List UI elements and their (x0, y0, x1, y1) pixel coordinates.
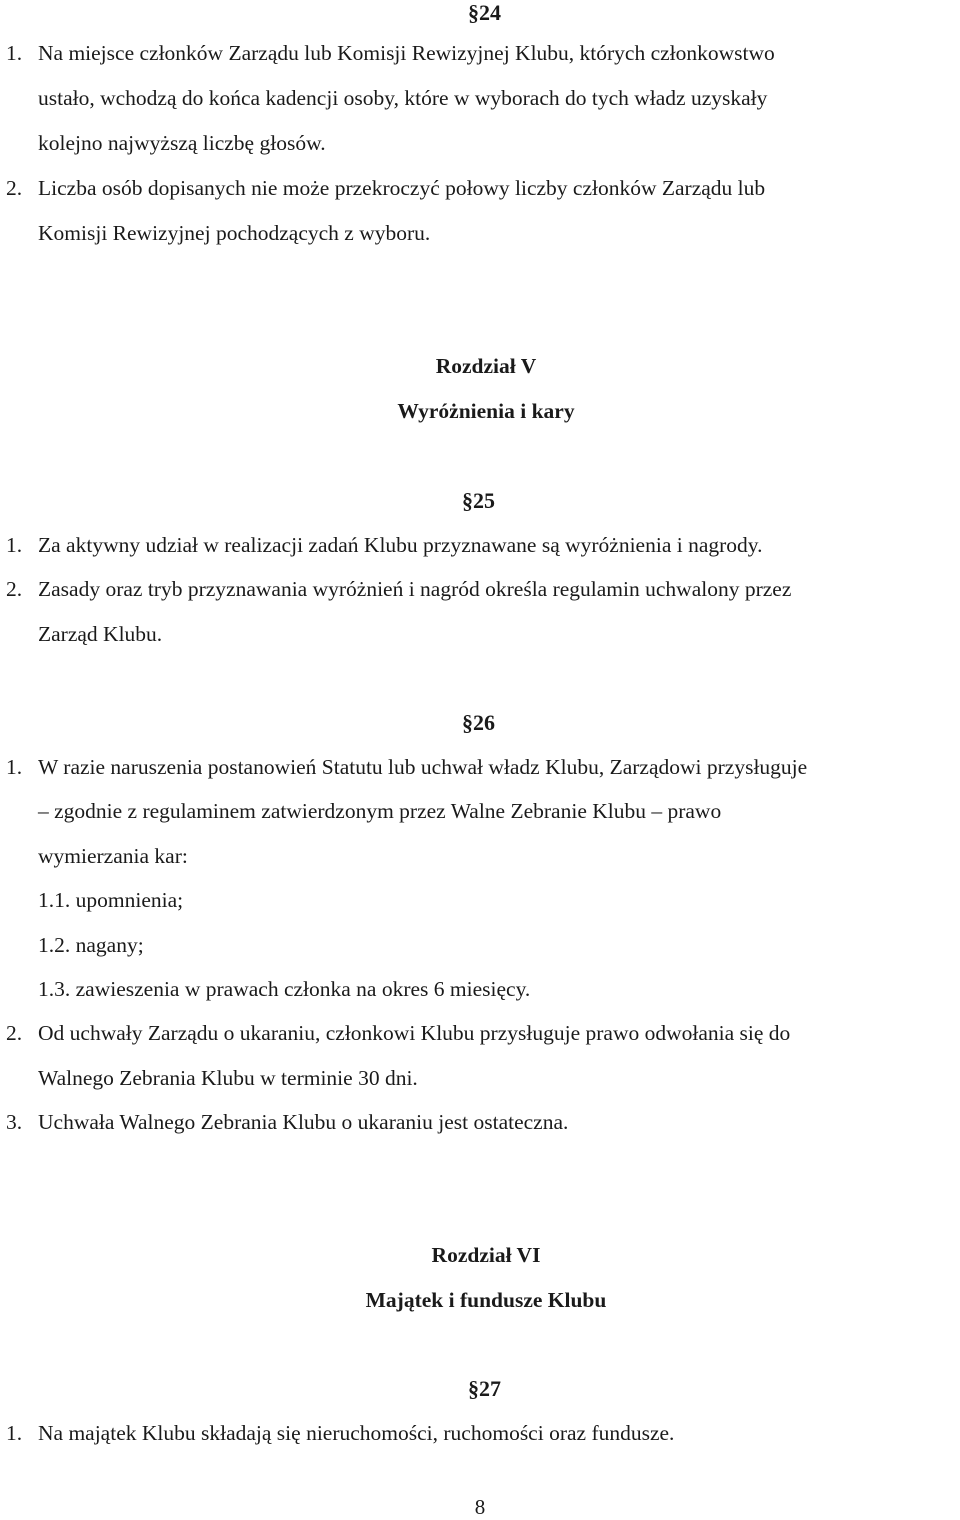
item-number: 2. (6, 1021, 23, 1045)
item-text: Od uchwały Zarządu o ukaraniu, członkowi Klubu przysługuje prawo odwołania się do (38, 1021, 791, 1045)
sub-item-text: 1.2. nagany; (38, 933, 144, 957)
item-text: Komisji Rewizyjnej pochodzących z wyboru. (38, 221, 431, 245)
section-heading-25: §25 (462, 488, 495, 513)
chapter-title: Rozdział VI (431, 1243, 541, 1267)
item-text: Zasady oraz tryb przyznawania wyróżnień i nagród określa regulamin uchwalony przez (38, 577, 792, 601)
item-text: Na miejsce członków Zarządu lub Komisji Rewizyjnej Klubu, których członkowstwo (38, 41, 775, 65)
section-heading-26: §26 (462, 710, 495, 735)
item-text: Uchwała Walnego Zebrania Klubu o ukaraniu jest ostateczna. (38, 1110, 569, 1134)
sub-item-text: 1.3. zawieszenia w prawach członka na okres 6 miesięcy. (38, 977, 531, 1001)
chapter-subtitle: Majątek i fundusze Klubu (365, 1288, 607, 1312)
item-text: Zarząd Klubu. (38, 622, 163, 646)
item-text: Walnego Zebrania Klubu w terminie 30 dni. (38, 1066, 418, 1090)
item-text: ustało, wchodzą do końca kadencji osoby, które w wyborach do tych władz uzyskały (38, 86, 768, 110)
sub-item-text: 1.1. upomnienia; (38, 888, 184, 912)
section-heading-24: §24 (468, 0, 501, 25)
item-text: Liczba osób dopisanych nie może przekroczyć połowy liczby członków Zarządu lub (38, 176, 766, 200)
chapter-subtitle: Wyróżnienia i kary (397, 399, 575, 423)
item-text: Za aktywny udział w realizacji zadań Klubu przyznawane są wyróżnienia i nagrody. (38, 533, 763, 557)
chapter-title: Rozdział V (435, 354, 537, 378)
item-text: W razie naruszenia postanowień Statutu lub uchwał władz Klubu, Zarządowi przysługuje (38, 755, 808, 779)
item-text: Na majątek Klubu składają się nieruchomości, ruchomości oraz fundusze. (38, 1421, 675, 1445)
item-text: wymierzania kar: (38, 844, 188, 868)
item-number: 1. (6, 533, 23, 557)
item-text: – zgodnie z regulaminem zatwierdzonym przez Walne Zebranie Klubu – prawo (38, 799, 722, 823)
item-number: 3. (6, 1110, 23, 1134)
item-number: 1. (6, 41, 23, 65)
item-number: 1. (6, 1421, 23, 1445)
item-text: kolejno najwyższą liczbę głosów. (38, 131, 326, 155)
item-number: 1. (6, 755, 23, 779)
page-number: 8 (474, 1495, 486, 1519)
item-number: 2. (6, 577, 23, 601)
item-number: 2. (6, 176, 23, 200)
section-heading-27: §27 (468, 1376, 501, 1401)
